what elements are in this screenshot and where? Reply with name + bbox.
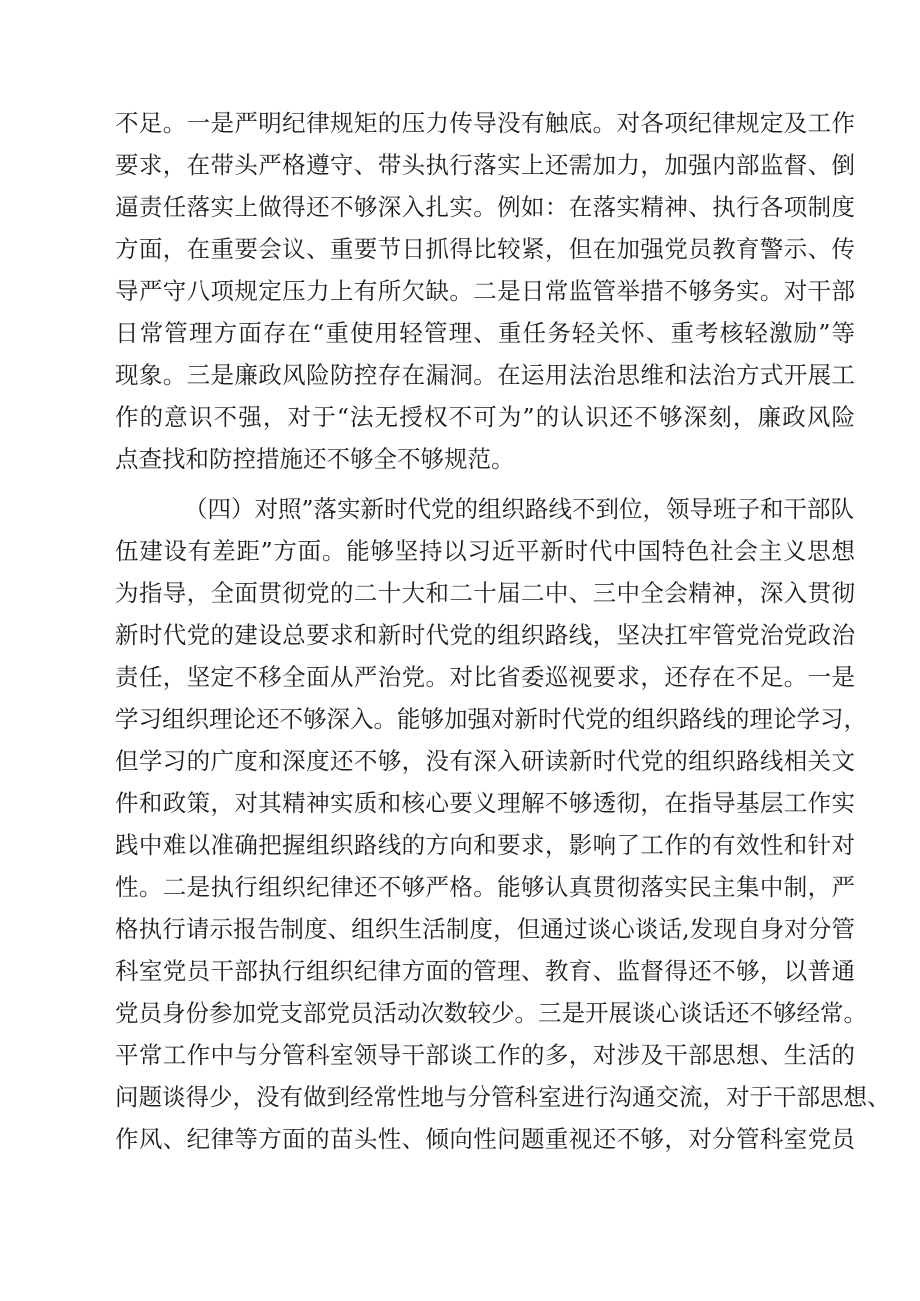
text-line: 作风、纪律等方面的苗头性、倾向性问题重视还不够，对分管科室党员 — [115, 1125, 855, 1153]
text-line: 问题谈得少，没有做到经常性地与分管科室进行沟通交流，对于干部思想、 — [115, 1083, 891, 1111]
text-line: 件和政策，对其精神实质和核心要义理解不够透彻，在指导基层工作实 — [115, 789, 855, 817]
text-line: 作的意识不强，对于“法无授权不可为”的认识还不够深刻，廉政风险 — [115, 403, 855, 431]
text-line: 方面，在重要会议、重要节日抓得比较紧，但在加强党员教育警示、传 — [115, 235, 855, 263]
text-line: 要求，在带头严格遵守、带头执行落实上还需加力，加强内部监督、倒 — [115, 151, 855, 179]
text-line: 格执行请示报告制度、组织生活制度，但通过谈心谈话,发现自身对分管 — [115, 915, 855, 943]
text-line: 现象。三是廉政风险防控存在漏洞。在运用法治思维和法治方式开展工 — [115, 361, 855, 389]
text-line: 不足。一是严明纪律规矩的压力传导没有触底。对各项纪律规定及工作 — [115, 109, 855, 137]
text-line: 平常工作中与分管科室领导干部谈工作的多，对涉及干部思想、生活的 — [115, 1041, 855, 1069]
section-heading-line: （四）对照”落实新时代党的组织路线不到位，领导班子和干部队 — [184, 495, 855, 523]
text-line: 践中难以准确把握组织路线的方向和要求，影响了工作的有效性和针对 — [115, 831, 855, 859]
text-line: 日常管理方面存在“重使用轻管理、重任务轻关怀、重考核轻激励”等 — [115, 319, 855, 347]
text-line: 科室党员干部执行组织纪律方面的管理、教育、监督得还不够，以普通 — [115, 957, 855, 985]
text-line: 导严守八项规定压力上有所欠缺。二是日常监管举措不够务实。对干部 — [115, 277, 855, 305]
text-line: 学习组织理论还不够深入。能够加强对新时代党的组织路线的理论学习， — [115, 705, 867, 733]
text-line: 新时代党的建设总要求和新时代党的组织路线，坚决扛牢管党治党政治 — [115, 621, 855, 649]
text-line: 党员身份参加党支部党员活动次数较少。三是开展谈心谈话还不够经常。 — [115, 999, 867, 1027]
text-line: 责任，坚定不移全面从严治党。对比省委巡视要求，还存在不足。一是 — [115, 663, 855, 691]
text-line: 逼责任落实上做得还不够深入扎实。例如：在落实精神、执行各项制度 — [115, 193, 855, 221]
text-line: 为指导，全面贯彻党的二十大和二十届二中、三中全会精神，深入贯彻 — [115, 579, 855, 607]
text-line: 点查找和防控措施还不够全不够规范。 — [115, 445, 515, 473]
text-line: 伍建设有差距”方面。能够坚持以习近平新时代中国特色社会主义思想 — [115, 537, 855, 565]
text-line: 性。二是执行组织纪律还不够严格。能够认真贯彻落实民主集中制，严 — [115, 873, 855, 901]
text-line: 但学习的广度和深度还不够，没有深入研读新时代党的组织路线相关文 — [115, 747, 855, 775]
